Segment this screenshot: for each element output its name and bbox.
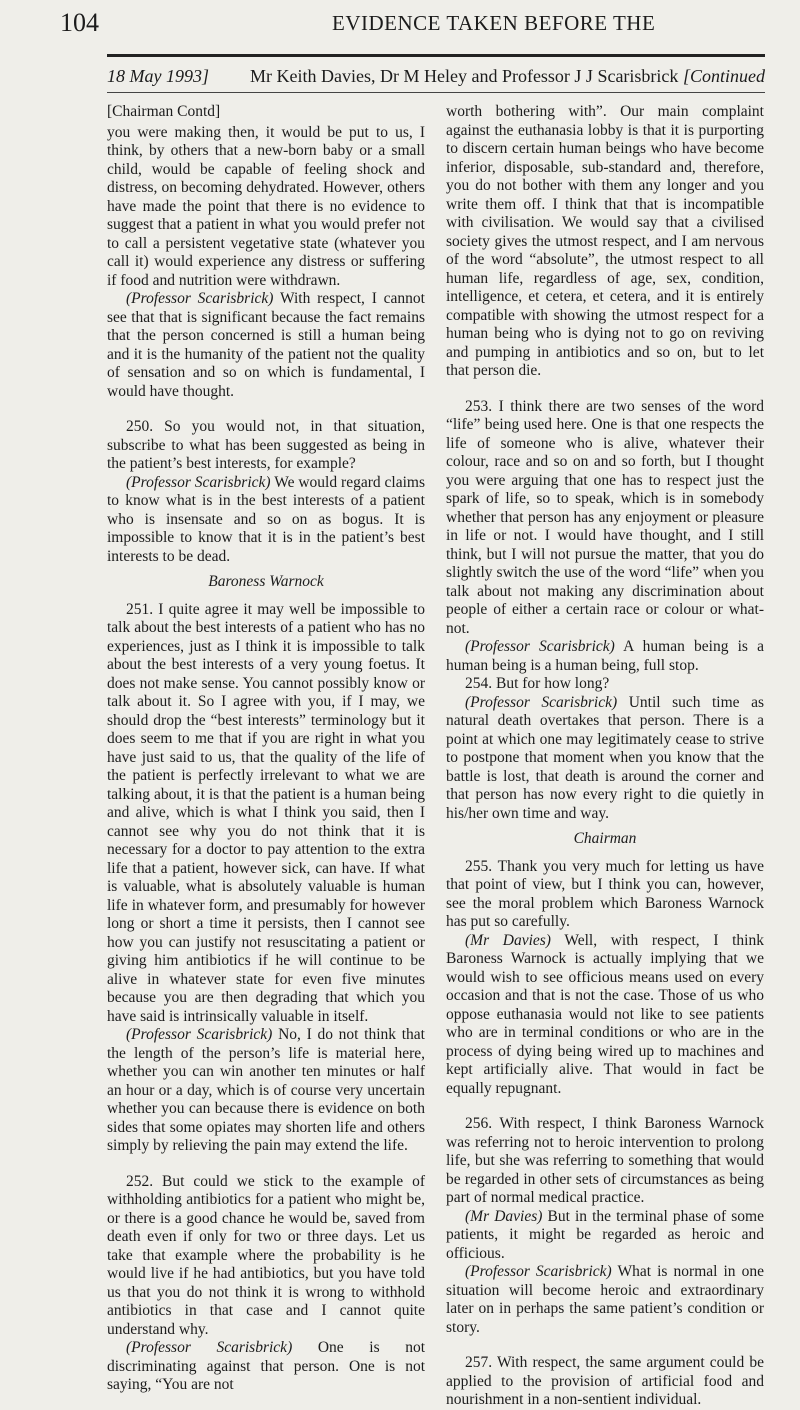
- speaker-label: (Mr Davies): [465, 931, 551, 949]
- session-subheading: [107, 66, 765, 92]
- speaker-heading: Chairman: [573, 830, 637, 847]
- question-text: I quite agree it may well be impossible to talk about the best interests of a patient who has no experiences, just as I think it is impossible to talk about the best interests of a very young foetus. It does not make sense. You cannot possibly know or talk about it. So I agree with you, if I may, we should drop the “best interests” terminology but it does seem to me that if you are right in what you have just said to us, that the quality of the life of the patient is perfectly irrelevant to what we are talking about, it is that the patient is a human being and alive, which is what I think you said, then I cannot see why you do not think that it is necessary for a doctor to pay attention to the extra life that a patient, however sick, can have. If what is valuable, what is absolutely valuable is human life in whatever form, and presumably for however long or short a time it persists, then I cannot see how you can justify not resuscitating a patient or giving him antibiotics if he will continue to be alive in whatever state for even five minutes because you are then degrading that which you have said is intrinsically valuable in itself.: [107, 600, 426, 1025]
- question-text: With respect, I think Baroness Warnock was referring not to heroic intervention to prolong life, but she was referring to something that would be regarded in other sets of circumstances as being part of normal medical practice.: [446, 1115, 764, 1206]
- answer-paragraph: [446, 932, 764, 1099]
- question-number: 252.: [126, 1172, 154, 1190]
- answer-paragraph: [446, 1263, 764, 1337]
- answer-paragraph: [107, 1339, 425, 1395]
- question-text: With respect, the same argument could be applied to the provision of artificial food and nourishment in a non-sentient individual.: [446, 1354, 764, 1408]
- question-paragraph: [446, 1115, 764, 1208]
- question-paragraph: [446, 1354, 764, 1410]
- answer-text: No, I do not think that the length of the person’s life is material here, whether you can win another ten minutes or half an hour or a day, which is of course very uncertain whether you can because there is evidence on both sides that some opiates may shorten life and others simply by relieving the pain may extend the life.: [107, 1026, 425, 1154]
- page-number: 104: [60, 8, 99, 37]
- question-text: But for how long?: [496, 675, 610, 692]
- answer-paragraph: [107, 1026, 425, 1156]
- question-paragraph: [446, 398, 764, 639]
- question-paragraph: [107, 418, 425, 474]
- answer-paragraph: [446, 694, 764, 824]
- question-number: 257.: [465, 1354, 493, 1371]
- speaker-label: (Mr Davies): [465, 1207, 543, 1225]
- answer-text: What is normal in one situation will become heroic and extraordinary later on in perhaps the same patient’s condition or story.: [446, 1263, 764, 1336]
- question-text: Thank you very much for letting us have that point of view, but I think you can, however, see the moral problem which Baroness Warnock has put so carefully.: [446, 857, 764, 930]
- left-column: [107, 103, 425, 1395]
- question-paragraph: [107, 601, 425, 1027]
- answer-paragraph: [446, 1208, 764, 1264]
- question-number: 251.: [126, 600, 154, 618]
- question-paragraph: [107, 1173, 425, 1340]
- answer-paragraph: [107, 290, 425, 401]
- question-number: 255.: [465, 857, 493, 875]
- answer-text: We would regard claims to know what is in the best interests of a patient who is insensate and so on as bogus. It is impossible to know that it is in the patient’s best interests to be dead.: [107, 473, 425, 565]
- speaker-label: (Professor Scarisbrick): [126, 473, 271, 491]
- question-text: I think there are two senses of the word “life” being used here. One is that one respects the life of someone who is alive, whatever their colour, race and so on and so forth, but I thought you were arguing that one has to respect just the spark of life, so to speak, which is in somebody whether that person has any enjoyment or pleasure in life or not. I would have thought, and I still think, but I will not pursue the matter, that you do slightly switch the use of the word “life” when you talk about not making any discrimination about people of either a certain race or colour or what-not.: [446, 397, 765, 637]
- subheading-rule: [107, 92, 765, 93]
- speaker-label: (Professor Scarisbrick): [465, 1263, 612, 1280]
- answer-text: A human being is a human being is a human being, full stop.: [446, 638, 764, 674]
- question-number: 256.: [465, 1115, 493, 1132]
- answer-paragraph: [107, 474, 425, 567]
- speaker-label: (Professor Scarisbrick): [126, 290, 274, 307]
- paragraph: worth bothering with”. Our main complaint against the euthanasia lobby is that it is purporting to discern certain human beings who have become inferior, disposable, sub-standard and, therefore, you do not bother with them any longer and you write them off. I think that that is incompatible with civilisation. We would say that a civilised society gives the utmost respect, and I am nervous of the word “absolute”, the utmost respect to all human life, regardless of age, sex, condition, intelligence, et cetera, et cetera, and it is entirely compatible with showing the utmost respect for a human being who is dying not to go on reviving and pumping in antibiotics and so on, but to let that person die.: [446, 103, 764, 379]
- answer-text: But in the terminal phase of some patients, it might be regarded as heroic and officious.: [446, 1207, 764, 1262]
- answer-paragraph: [446, 638, 764, 675]
- question-number: 254.: [465, 675, 493, 692]
- speaker-label: (Professor Scarisbrick): [465, 693, 618, 711]
- session-date: 18 May 1993]: [107, 66, 209, 86]
- right-column: [446, 103, 764, 1410]
- page-header: [60, 8, 748, 38]
- witness-names: Mr Keith Davies, Dr M Heley and Professor J J Scarisbrick: [250, 66, 679, 86]
- answer-text: With respect, I cannot see that that is significant because the fact remains that the person concerned is still a human being and it is the humanity of the patient not the quality of sensation and so on which is fundamental, I would have thought.: [107, 290, 425, 400]
- continued-label: [Continued: [682, 66, 765, 86]
- header-rule: [107, 54, 765, 57]
- speaker-label: (Professor Scarisbrick): [126, 1339, 293, 1356]
- paragraph: you were making then, it would be put to us, I think, by others that a new-born baby or a small child, would be capable of feeling shock and distress, on becoming dehydrated. However, others have made the point that there is no evidence to suggest that a patient in what you would prefer not to call a persistent vegetative state (whatever you call it) would experience any distress or suffering if food and nutrition were withdrawn.: [107, 123, 425, 289]
- answer-text: One is not discriminating against that person. One is not saying, “You are not: [107, 1339, 426, 1393]
- question-paragraph: [446, 858, 764, 932]
- question-number: 253.: [465, 397, 493, 415]
- speaker-heading: Baroness Warnock: [208, 573, 324, 590]
- chairman-contd-label: [Chairman Contd]: [107, 103, 221, 120]
- speaker-label: (Professor Scarisbrick): [465, 638, 615, 655]
- question-paragraph: [446, 675, 764, 694]
- speaker-label: (Professor Scarisbrick): [126, 1026, 273, 1043]
- question-text: But could we stick to the example of withholding antibiotics for a patient who might be, or there is a good chance he would be, saved from death even if only for two or three days. Let us take that example where the probability is he would live if he had antibiotics, but you have told us that you do not think it is wrong to withhold antibiotics in that case and I cannot quite understand why.: [107, 1172, 426, 1338]
- question-number: 250.: [126, 418, 154, 435]
- question-text: So you would not, in that situation, subscribe to what has been suggested as being in the patient’s best interests, for example?: [107, 418, 425, 472]
- running-title: EVIDENCE TAKEN BEFORE THE: [332, 11, 656, 35]
- answer-text: Well, with respect, I think Baroness Warnock is actually implying that we would wish to see officious means used on every occasion and that is not the case. Those of us who oppose euthanasia would not like to see patients who are in terminal conditions or who are in the process of dying being wired up to machines and kept artificially alive. That would in fact be equally repugnant.: [446, 931, 764, 1097]
- answer-text: Until such time as natural death overtakes that person. There is a point at which one may legitimately cease to strive to postpone that moment when you know that the battle is lost, that death is around the corner and that person has now every right to die quietly in his/her own time and way.: [446, 693, 764, 822]
